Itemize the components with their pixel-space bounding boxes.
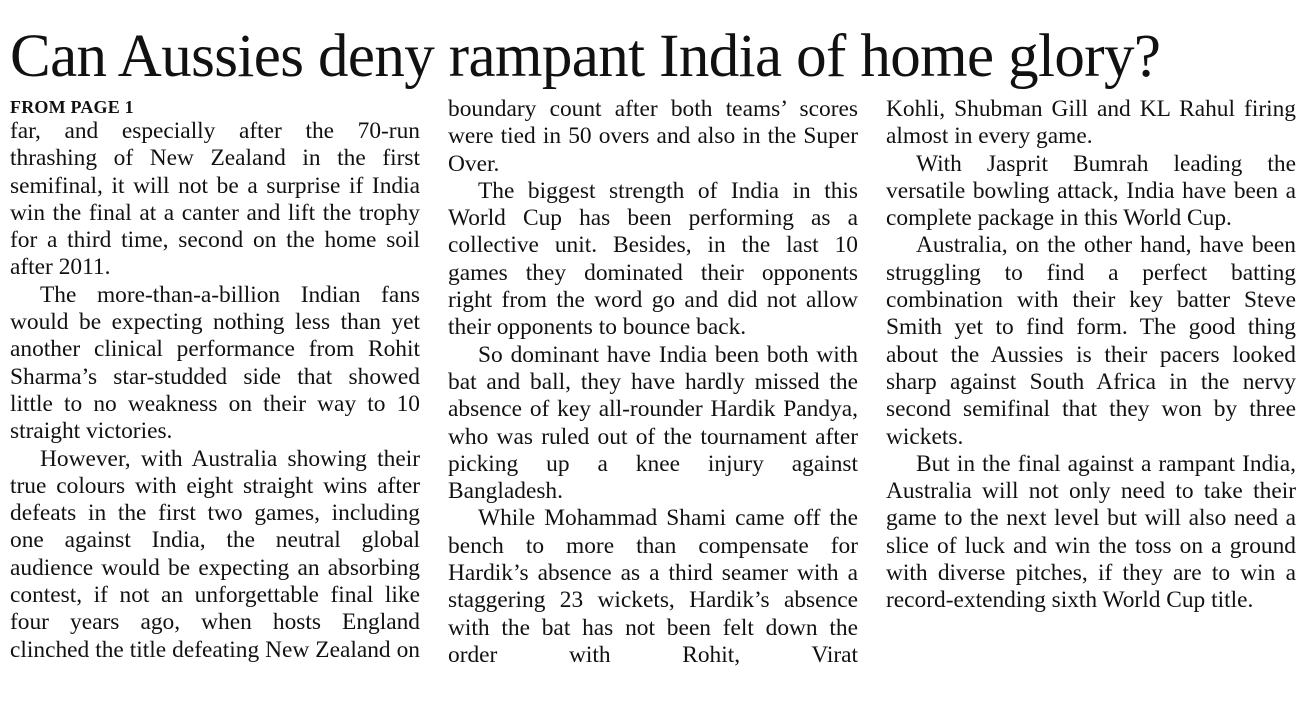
headline: Can Aussies deny rampant India of home glory? [10, 23, 1161, 90]
paragraph: far, and especially after the 70-run thrashing of New Zealand in the first semifinal, it will not be a surprise if India win the final at a canter and lift the trophy for a third time, second on the home soil after 2011. [10, 118, 420, 281]
paragraph: However, with Australia showing their true colours with eight straight wins after defeats in the first two games, including one against India, the neutral global audience would be expecting an absorbing contest, if not an unforgettable final like four years ago, when hosts England clinched the title defeating New Zealand on [10, 445, 420, 663]
article-column-3 [886, 96, 1296, 615]
paragraph: Australia, on the other hand, have been struggling to find a perfect batting combination with their key batter Steve Smith yet to find form. The good thing about the Aussies is their pacers looked sharp against South Africa in the nervy second semifinal that they won by three wickets. [886, 232, 1296, 450]
paragraph: But in the final against a rampant India, Australia will not only need to take their game to the next level but will also need a slice of luck and win the toss on a ground with diverse pitches, if they are to win a record-extending sixth World Cup title. [886, 450, 1296, 614]
paragraph: While Mohammad Shami came off the bench to more than compensate for Hardik’s absence as a third seamer with a staggering 23 wickets, Hardik’s absence with the bat has not been felt down the order with Rohit, Virat [448, 505, 858, 668]
paragraph: The more-than-a-billion Indian fans would be expecting nothing less than yet another clinical performance from Rohit Sharma’s star-studded side that showed little to no weakness on their way to 10 straight victories. [10, 281, 420, 445]
paragraph: Kohli, Shubman Gill and KL Rahul firing almost in every game. [886, 96, 1296, 150]
paragraph: The biggest strength of India in this World Cup has been performing as a collective unit. Besides, in the last 10 games they dominated their opponents right from the word go and did not allow their opponents to bounce back. [448, 177, 858, 341]
paragraph: boundary count after both teams’ scores were tied in 50 overs and also in the Super Over. [448, 96, 858, 177]
article-column-1 [10, 96, 420, 664]
continuation-kicker: FROM PAGE 1 [10, 97, 134, 117]
article-column-2 [448, 96, 858, 669]
paragraph: With Jasprit Bumrah leading the versatile bowling attack, India have been a complete package in this World Cup. [886, 150, 1296, 232]
paragraph: So dominant have India been both with bat and ball, they have hardly missed the absence of key all-rounder Hardik Pandya, who was ruled out of the tournament after picking up a knee injury against Bangladesh. [448, 341, 858, 505]
